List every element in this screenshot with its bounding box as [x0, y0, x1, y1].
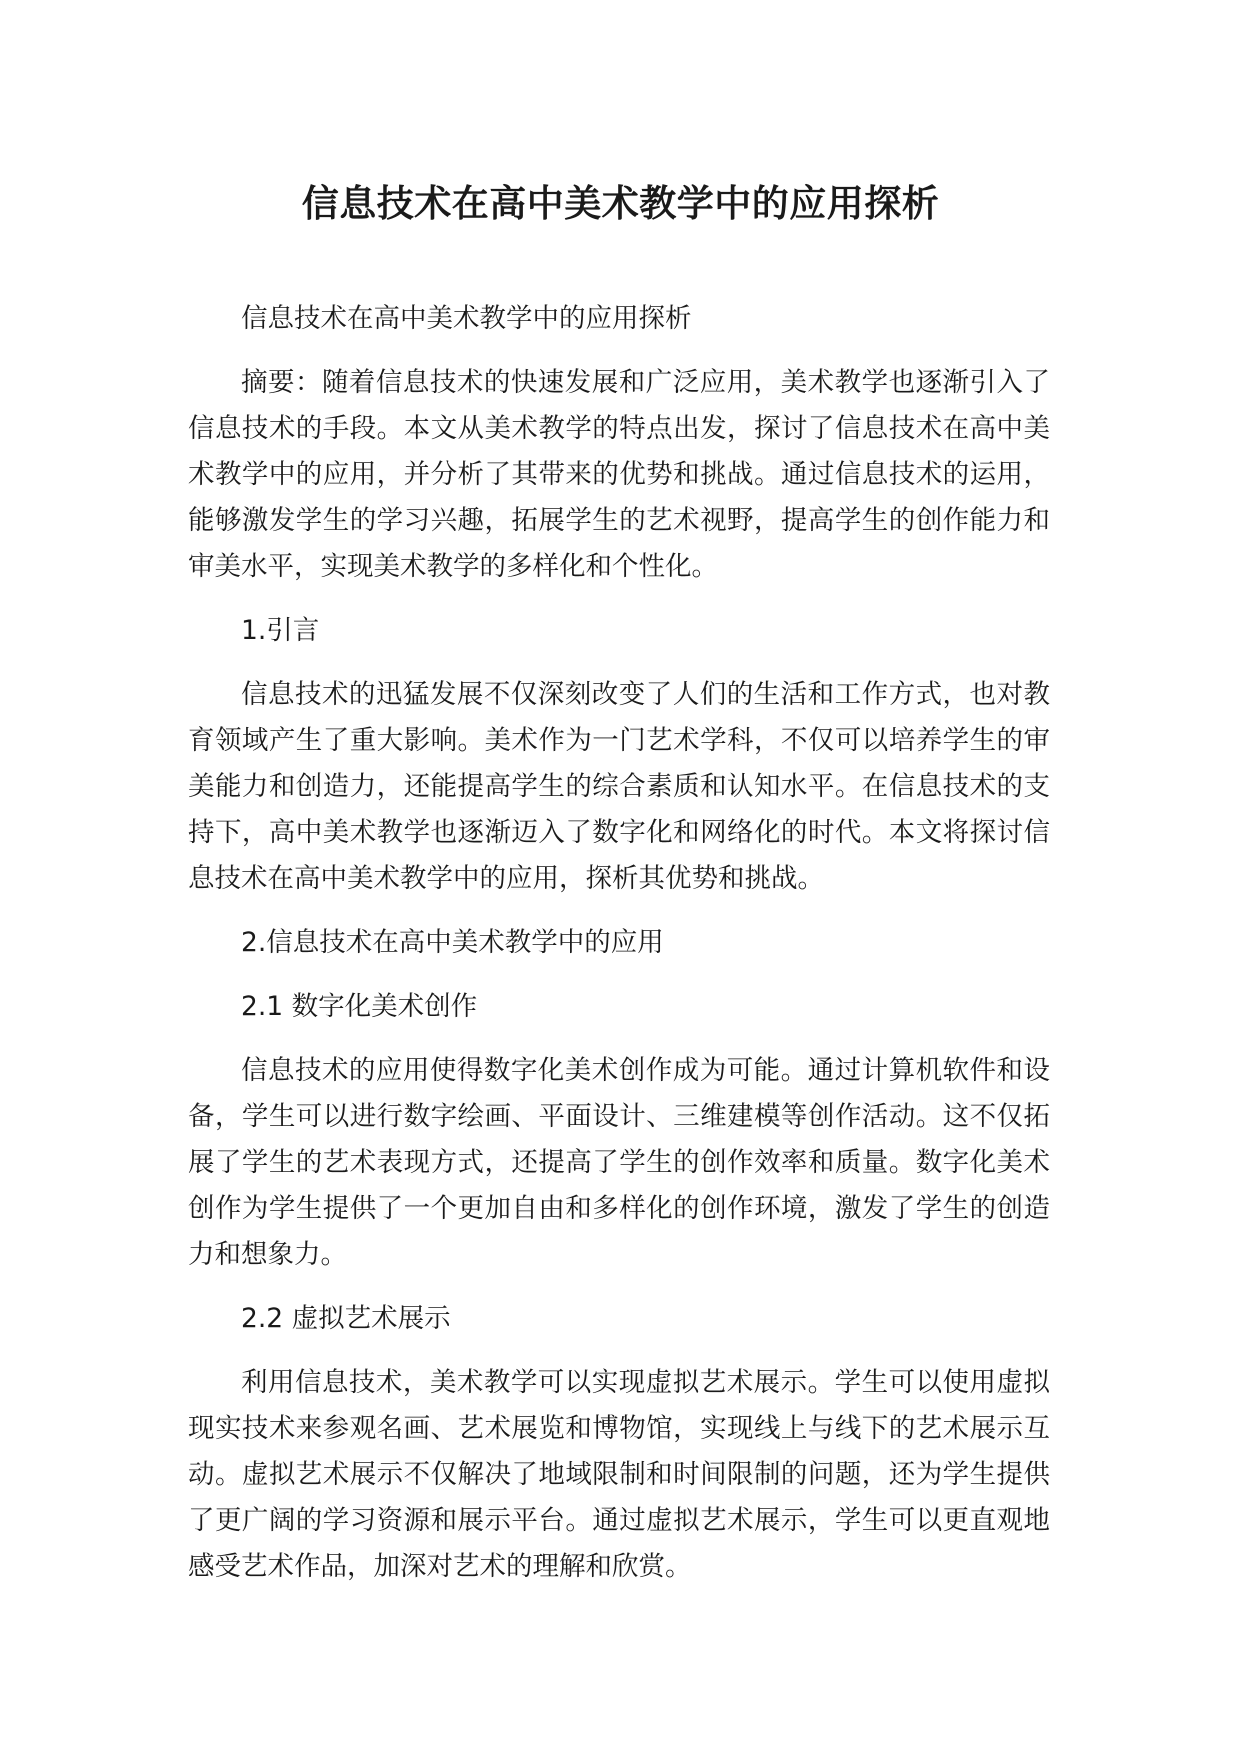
document-body [188, 296, 1050, 1608]
document-title: 信息技术在高中美术教学中的应用探析 [301, 182, 940, 225]
section-1-heading: 1.引言 [241, 615, 320, 646]
section-2-1-paragraph: 信息技术的应用使得数字化美术创作成为可能。通过计算机软件和设备，学生可以进行数字绘画、平面设计、三维建模等创作活动。这不仅拓展了学生的艺术表现方式，还提高了学生的创作效率和质量。数字化美术创作为学生提供了一个更加自由和多样化的创作环境，激发了学生的创造力和想象力。 [188, 1055, 1050, 1270]
abstract-paragraph: 摘要：随着信息技术的快速发展和广泛应用，美术教学也逐渐引入了信息技术的手段。本文从美术教学的特点出发，探讨了信息技术在高中美术教学中的应用，并分析了其带来的优势和挑战。通过信息技术的运用，能够激发学生的学习兴趣，拓展学生的艺术视野，提高学生的创作能力和审美水平，实现美术教学的多样化和个性化。 [188, 367, 1050, 582]
section-2-2-paragraph: 利用信息技术，美术教学可以实现虚拟艺术展示。学生可以使用虚拟现实技术来参观名画、艺术展览和博物馆，实现线上与线下的艺术展示互动。虚拟艺术展示不仅解决了地域限制和时间限制的问题，还为学生提供了更广阔的学习资源和展示平台。通过虚拟艺术展示，学生可以更直观地感受艺术作品，加深对艺术的理解和欣赏。 [188, 1367, 1050, 1582]
section-1-paragraph: 信息技术的迅猛发展不仅深刻改变了人们的生活和工作方式，也对教育领域产生了重大影响。美术作为一门艺术学科，不仅可以培养学生的审美能力和创造力，还能提高学生的综合素质和认知水平。在信息技术的支持下，高中美术教学也逐渐迈入了数字化和网络化的时代。本文将探讨信息技术在高中美术教学中的应用，探析其优势和挑战。 [188, 679, 1050, 894]
section-2-heading: 2.信息技术在高中美术教学中的应用 [241, 927, 664, 958]
document-subtitle: 信息技术在高中美术教学中的应用探析 [241, 303, 692, 334]
section-2-2-heading: 2.2 虚拟艺术展示 [241, 1303, 451, 1334]
section-2-1-heading: 2.1 数字化美术创作 [241, 991, 478, 1022]
